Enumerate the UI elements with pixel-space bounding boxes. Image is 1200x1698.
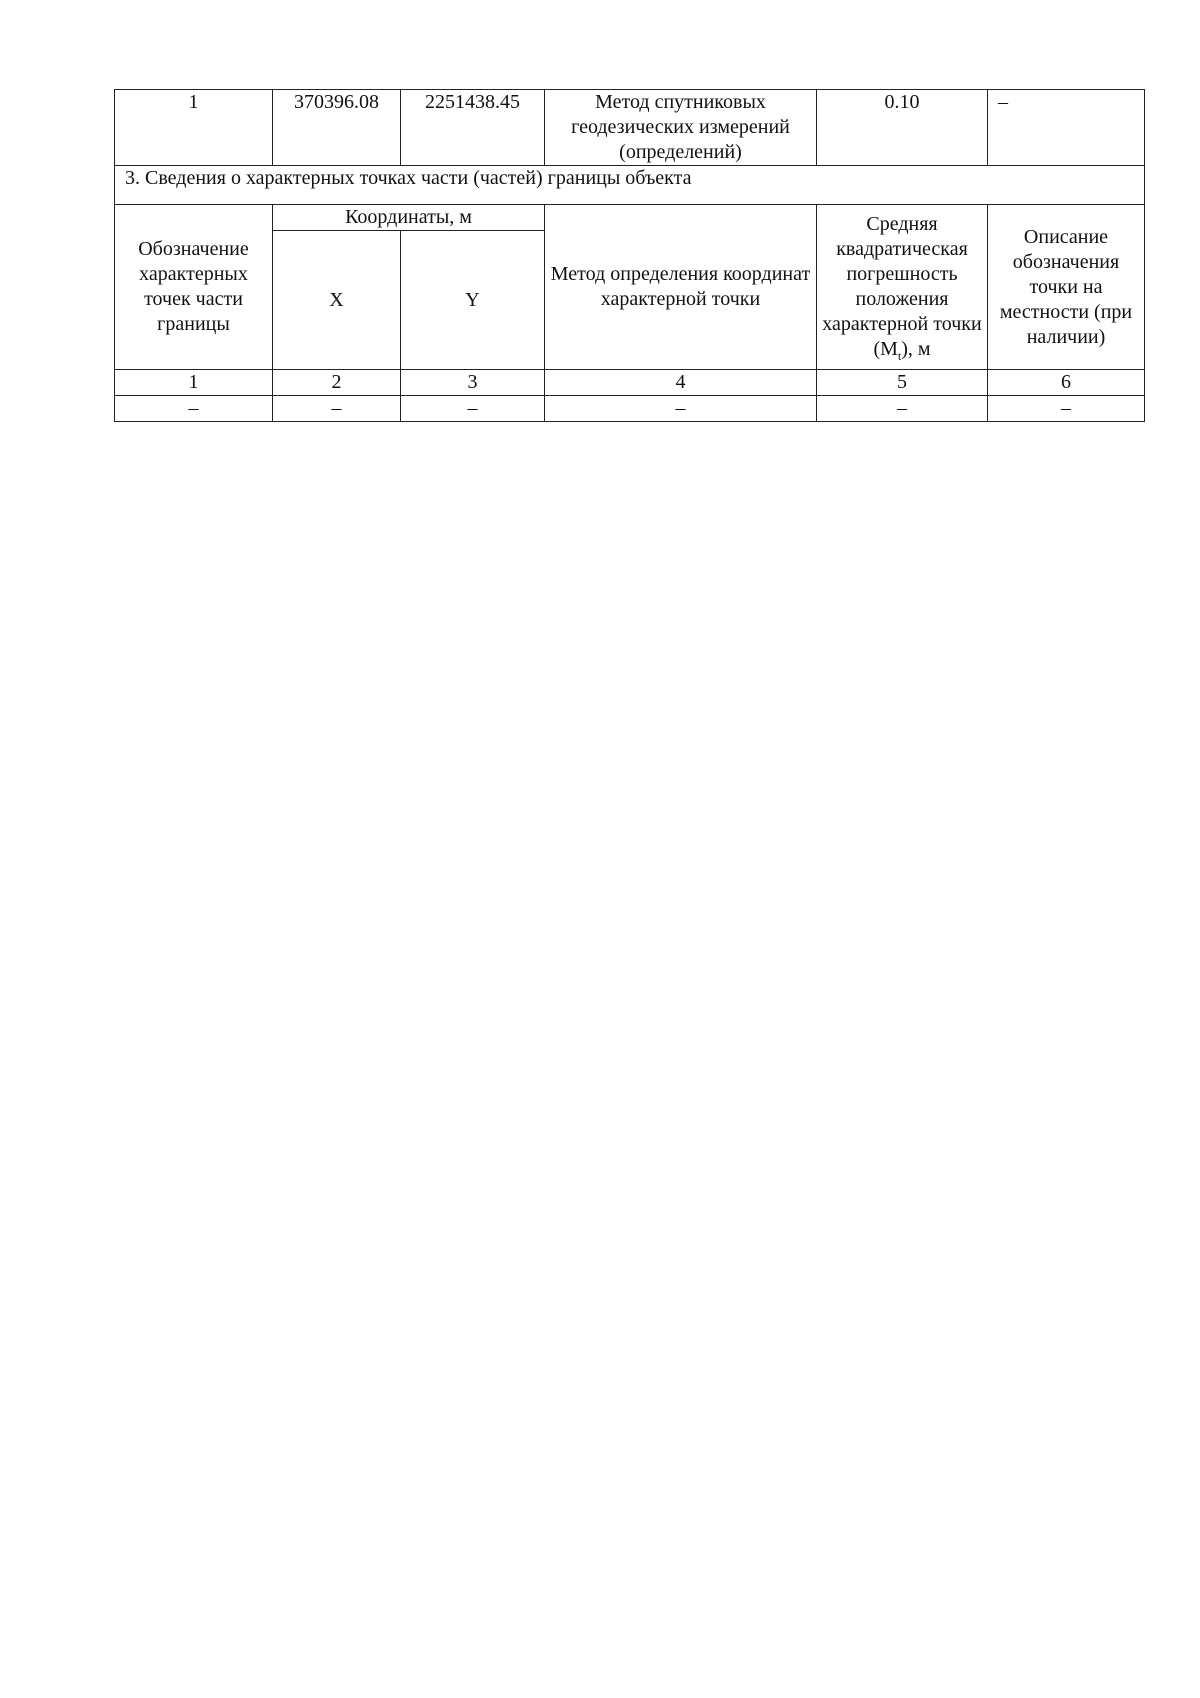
empty-cell: – — [545, 396, 817, 422]
section-title-row — [115, 166, 1145, 205]
header-x: X — [273, 231, 401, 370]
header-coordinates: Координаты, м — [273, 205, 545, 231]
column-number: 2 — [273, 370, 401, 396]
header-error — [817, 205, 988, 370]
section-title: 3. Сведения о характерных точках части (частей) границы объекта — [115, 166, 1145, 205]
column-number: 3 — [401, 370, 545, 396]
header-description: Описание обозначения точки на местности (при наличии) — [988, 205, 1145, 370]
empty-cell: – — [817, 396, 988, 422]
header-designation: Обозначение характерных точек части границы — [115, 205, 273, 370]
description-cell: – — [988, 90, 1145, 166]
header-y: Y — [401, 231, 545, 370]
empty-cell: – — [401, 396, 545, 422]
column-number: 1 — [115, 370, 273, 396]
table-row — [115, 90, 1145, 166]
column-numbers-row — [115, 370, 1145, 396]
header-error-text: Средняя квадратическая погрешность положения характерной точки (M — [822, 213, 982, 360]
boundary-points-table — [114, 89, 1145, 422]
header-error-unit: ), м — [901, 338, 931, 360]
header-error-subscript: t — [897, 349, 902, 363]
header-row — [115, 205, 1145, 231]
method-cell: Метод спутниковых геодезических измерений (определений) — [545, 90, 817, 166]
column-number: 4 — [545, 370, 817, 396]
error-cell: 0.10 — [817, 90, 988, 166]
x-coordinate-cell: 370396.08 — [273, 90, 401, 166]
point-number-cell: 1 — [115, 90, 273, 166]
column-number: 6 — [988, 370, 1145, 396]
table-row — [115, 396, 1145, 422]
column-number: 5 — [817, 370, 988, 396]
empty-cell: – — [988, 396, 1145, 422]
y-coordinate-cell: 2251438.45 — [401, 90, 545, 166]
header-method: Метод определения координат характерной точки — [545, 205, 817, 370]
empty-cell: – — [273, 396, 401, 422]
empty-cell: – — [115, 396, 273, 422]
